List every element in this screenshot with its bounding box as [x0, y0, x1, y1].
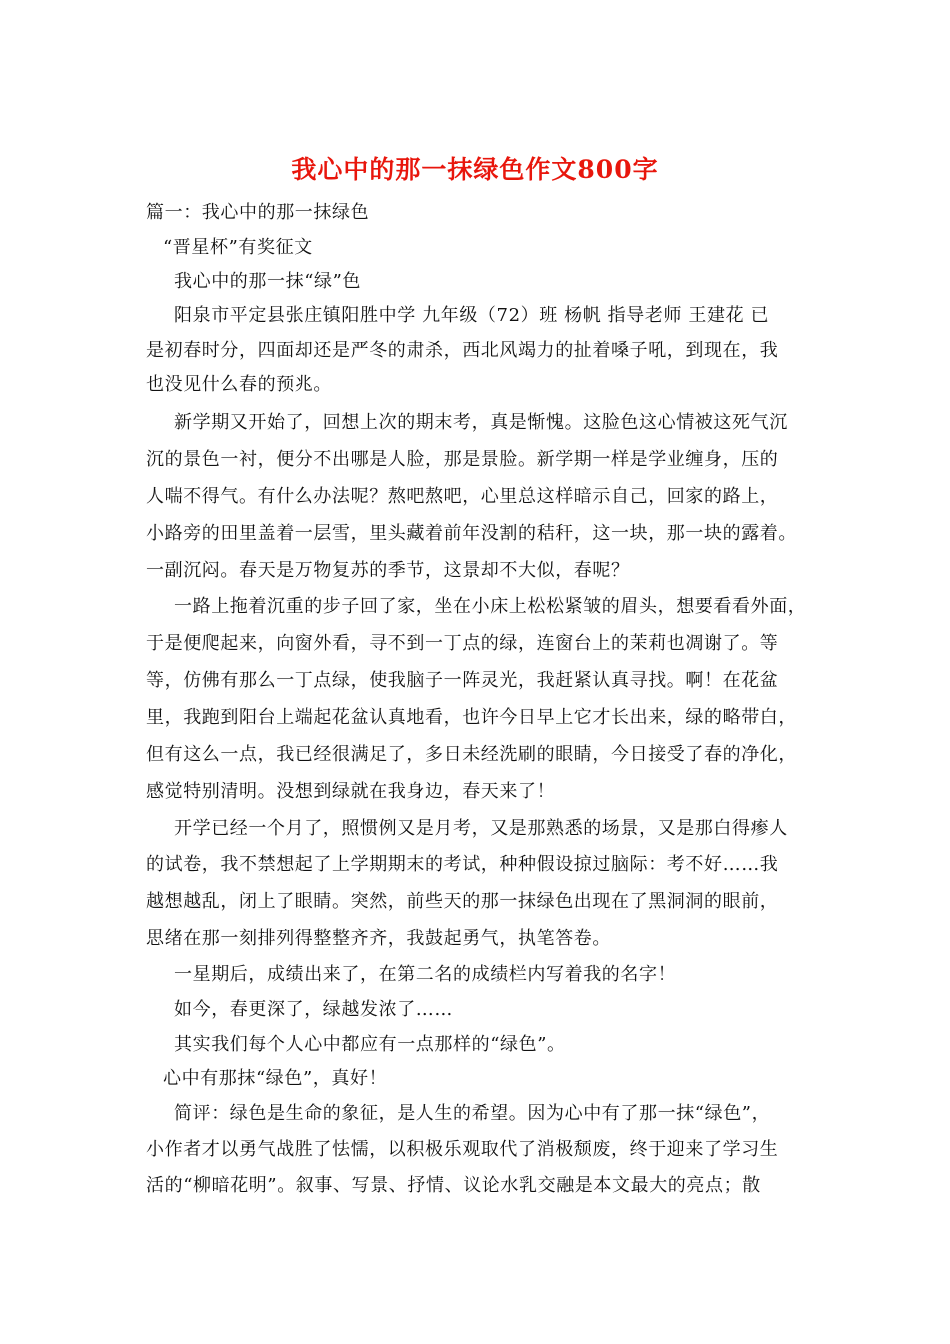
text-line: 的试卷，我不禁想起了上学期期末的考试，种种假设掠过脑际：考不好……我	[146, 854, 779, 875]
text-line: 感觉特别清明。没想到绿就在我身边，春天来了！	[146, 781, 556, 802]
text-line: 也没见什么春的预兆。	[146, 374, 332, 395]
text-line: 一副沉闷。春天是万物复苏的季节，这景却不大似，春呢？	[146, 560, 630, 581]
text-line: 一星期后，成绩出来了，在第二名的成绩栏内写着我的名字！	[174, 964, 677, 985]
text-line: 思绪在那一刻排列得整整齐齐，我鼓起勇气，执笔答卷。	[146, 928, 611, 949]
text-line: 等，仿佛有那么一丁点绿，使我脑子一阵灵光，我赶紧认真寻找。啊！在花盆	[146, 670, 779, 691]
text-line: 里，我跑到阳台上端起花盆认真地看，也许今日早上它才长出来，绿的略带白，	[146, 707, 797, 728]
text-line: 简评：绿色是生命的象征，是人生的希望。因为心中有了那一抹“绿色”，	[174, 1103, 771, 1124]
text-line: 越想越乱，闭上了眼睛。突然，前些天的那一抹绿色出现在了黑洞洞的眼前，	[146, 891, 779, 912]
text-line: 如今，春更深了，绿越发浓了……	[174, 999, 453, 1020]
document-title: 我心中的那一抹绿色作文800字	[291, 155, 659, 184]
text-line: 人喘不得气。有什么办法呢？熬吧熬吧，心里总这样暗示自己，回家的路上，	[146, 486, 779, 507]
text-line: 我心中的那一抹“绿”色	[174, 271, 362, 292]
text-line: “晋星杯”有奖征文	[163, 237, 313, 258]
text-line: 其实我们每个人心中都应有一点那样的“绿色”。	[174, 1034, 566, 1055]
text-line: 小路旁的田里盖着一层雪，里头藏着前年没割的秸秆，这一块，那一块的露着。	[146, 523, 797, 544]
text-line: 小作者才以勇气战胜了怯懦，以积极乐观取代了消极颓废，终于迎来了学习生	[146, 1139, 779, 1160]
text-line: 一路上拖着沉重的步子回了家，坐在小床上松松紧皱的眉头，想要看看外面，	[174, 596, 807, 617]
text-line: 开学已经一个月了，照惯例又是月考，又是那熟悉的场景，又是那白得瘆人	[174, 818, 788, 839]
text-line: 沉的景色一衬，便分不出哪是人脸，那是景脸。新学期一样是学业缠身，压的	[146, 449, 779, 470]
text-line: 但有这么一点，我已经很满足了，多日未经洗刷的眼睛，今日接受了春的净化，	[146, 744, 797, 765]
text-line: 是初春时分，四面却还是严冬的肃杀，西北风竭力的扯着嗓子吼，到现在，我	[146, 340, 779, 361]
text-line: 于是便爬起来，向窗外看，寻不到一丁点的绿，连窗台上的茉莉也凋谢了。等	[146, 633, 779, 654]
text-line: 阳泉市平定县张庄镇阳胜中学 九年级（72）班 杨帆 指导老师 王建花 已	[174, 305, 770, 326]
text-line: 篇一：我心中的那一抹绿色	[146, 202, 370, 223]
text-line: 活的“柳暗花明”。叙事、写景、抒情、议论水乳交融是本文最大的亮点；散	[146, 1175, 761, 1196]
text-line: 心中有那抹“绿色”，真好！	[163, 1068, 388, 1089]
text-line: 新学期又开始了，回想上次的期末考，真是惭愧。这脸色这心情被这死气沉	[174, 412, 788, 433]
